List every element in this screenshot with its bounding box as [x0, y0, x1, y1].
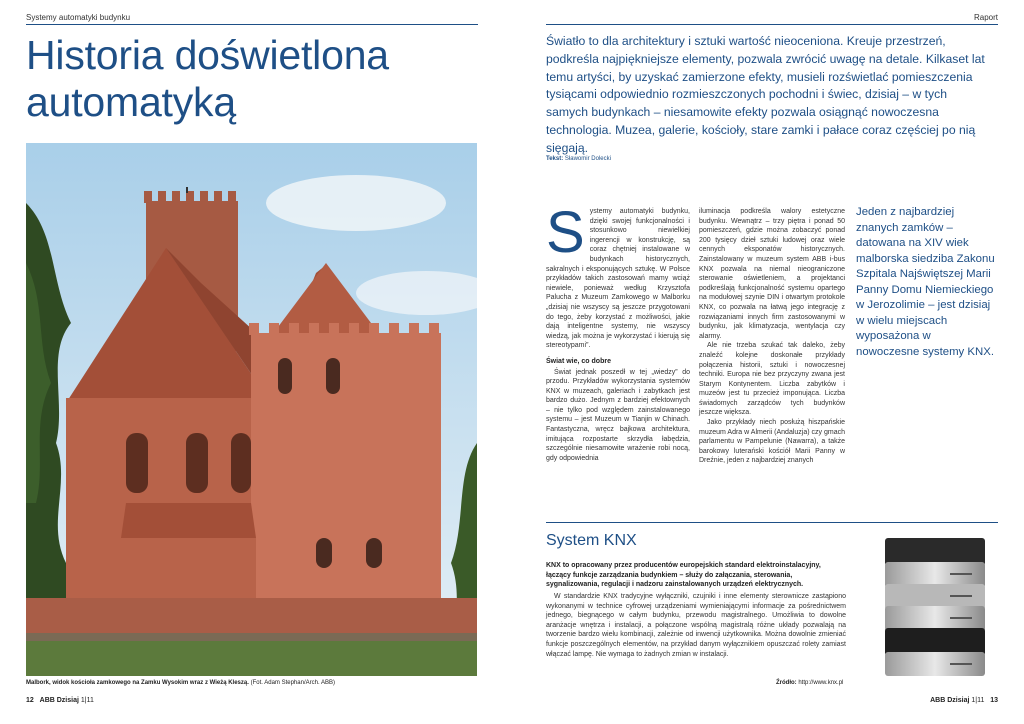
knx-source [776, 680, 843, 686]
section-label: Systemy automatyki budynku [26, 13, 131, 22]
knx-body-paragraph: W standardzie KNX tradycyjne wyłączniki, czujniki i inne elementy sterownicze zastąpiono wykonanymi w technice cyfrowej urządzeniami wymieniającymi informacje za pośrednictwem jednego, biegnącego w całym budynku, przewodu magistralnego. Umożliwia to dowolne aranżacje wnętrza i instalacji, a połączone wspólną magistralą różne układy pozwalają na tworzenie bardzo wielu kombinacji, zależnie od inwencji użytkownika. Można dowolnie zmieniać funkcje poszczególnych elementów, na przykład danym wyłącznikiem opuszczać rolety zamiast włączać lampę. Nie wymaga to żadnych zmian w instalacji. [546, 593, 846, 658]
knx-lead: KNX to opracowany przez producentów europejskich standard elektroinstalacyjny, łączący funkcje zarządzania budynkiem – służy do załączania, sterowania, sygnalizowania, regulacji i nadzoru zainstalowanych urządzeń elektrycznych. [546, 562, 821, 589]
article-title [26, 32, 496, 126]
body-column-2 [699, 207, 845, 466]
col2-paragraph-1: iluminacja podkreśla walory estetyczne budynku. Wewnątrz – trzy piętra i ponad 50 pomieszczeń, gdzie można zobaczyć ponad 200 tysięcy dzieł sztuki ludowej oraz wiele cennych eksponatów historycznych. Zainstalowany w muzeum system ABB i-bus KNX pozwala na niemal nieograniczone sterowanie oświetleniem, a projektanci podkreślają funkcjonalność systemu opartego na modułowej szynie DIN i otwartym protokole KNX, co pozwala na łatwą jego integrację z rozwiązaniami innych firm zastosowanymi w budynku, jak klimatyzacja, wentylacja czy alarmy. [699, 208, 845, 340]
issue-right: 1|11 [971, 697, 985, 704]
footer-left [26, 697, 94, 704]
pull-quote: Jeden z najbardziej znanych zamków – datowana na XIV wiek malborska siedziba Zakonu Szpitala Najświętszej Marii Panny Domu Niemieckiego w Jerozolimie – jest dzisiaj w wielu miejscach wyposażona w nowoczesne systemy KNX. [856, 206, 995, 358]
source-url: http://www.knx.pl [798, 680, 844, 686]
source-label: Źródło: [776, 680, 797, 686]
knx-rule [546, 522, 998, 523]
caption-credit: (Fot. Adam Stephan/Arch. ABB) [250, 680, 335, 686]
col1-paragraph-2: Świat jednak poszedł w tej „wiedzy” do przodu. Przykładów wykorzystania systemów KNX w muzeach, galeriach i zabytkach jest bardzo dużo. Jednym z bardziej efektownych – nie tylko pod względem zainstalowanego systemu – jest Muzeum w Tianjin w Chinach. Fantastyczna, wręcz bajkowa architektura, imitująca rozpostarte skrzydła łabędzia, szczególnie niesamowite wrażenie robi nocą, gdy odpowiednia [546, 368, 690, 462]
knx-device-photo [880, 538, 990, 678]
photo-caption [26, 680, 496, 686]
malbork-castle-illustration [26, 143, 477, 676]
title-line-2: automatyką [26, 79, 236, 125]
header-rule-right [546, 24, 998, 25]
page-number-left: 12 [26, 697, 34, 704]
author-credit [546, 156, 611, 162]
footer-right [930, 697, 998, 704]
report-label: Raport [973, 13, 998, 22]
author-label: Tekst: [546, 156, 564, 162]
body-column-1 [546, 200, 690, 463]
author-name: Sławomir Dolecki [564, 156, 611, 162]
article-lead: Światło to dla architektury i sztuki wartość nieoceniona. Kreuje przestrzeń, podkreśla najpiękniejsze elementy, pozwala zwrócić uwagę na detale. Kilkaset lat temu artyści, by uzyskać zamierzone efekty, musieli rozświetlać pomieszczenia tysiącami odpowiednio rozmieszczonych pochodni i świec, dzisiaj – w tych samych budynkach – niesamowite efekty pozwala osiągnąć nowoczesna technologia. Muzea, galerie, kościoły, stare zamki i pałace coraz częściej po nią sięgają. [546, 34, 985, 155]
caption-text: Malbork, widok kościoła zamkowego na Zamku Wysokim wraz z Wieżą Kleszą. [26, 680, 249, 686]
issue-left: 1|11 [80, 697, 94, 704]
page-number-right: 13 [990, 697, 998, 704]
knx-title: System KNX [546, 532, 637, 549]
drop-cap: S [546, 200, 585, 265]
magazine-name-right: ABB Dzisiaj [930, 697, 970, 704]
col2-paragraph-3: Jako przykłady niech posłużą hiszpańskie muzeum Adra w Almerii (Andaluzja) czy gmach parlamentu w Pampelunie (Nawarra), a także barokowy luterański kościół Marii Panny w Dreźnie, jeden z najbardziej znanych [699, 419, 845, 465]
title-line-1: Historia doświetlona [26, 32, 389, 78]
knx-body [546, 592, 846, 659]
header-rule-left [26, 24, 478, 25]
castle-photo [26, 143, 477, 676]
col2-paragraph-2: Ale nie trzeba szukać tak daleko, żeby znaleźć kolejne doskonałe przykłady połączenia historii, sztuki i nowoczesnej techniki. Europa nie bez przyczyny zwana jest Starym Kontynentem. Liczba zabytków i muzeów jest tu przecież imponująca. Liczba świadomych zarządców tych budynków jeszcze większa. [699, 342, 845, 417]
magazine-name-left: ABB Dzisiaj [39, 697, 79, 704]
knx-switch-stack-illustration [880, 538, 990, 678]
col1-paragraph-1: ystemy automatyki budynku, dzięki swojej funkcjonalności i stosunkowo niewielkiej ingerencji w konstrukcję, są coraz chętniej instalowane w budynkach historycznych, sakralnych i eksponujących sztukę. W Polsce przykładów takich zastosowań mamy wciąż niewiele, ponieważ według Krzysztofa Palucha z Muzeum Zamkowego w Malborku „dzisiaj nie wszyscy są jeszcze przygotowani do tego, żeby korzystać z możliwości, jakie dają inteligentne systemy, nie wszyscy wiedzą, jak można je wykorzystać i kierują się stereotypami”. [546, 208, 690, 350]
subheading: Świat wie, co dobre [546, 357, 611, 365]
